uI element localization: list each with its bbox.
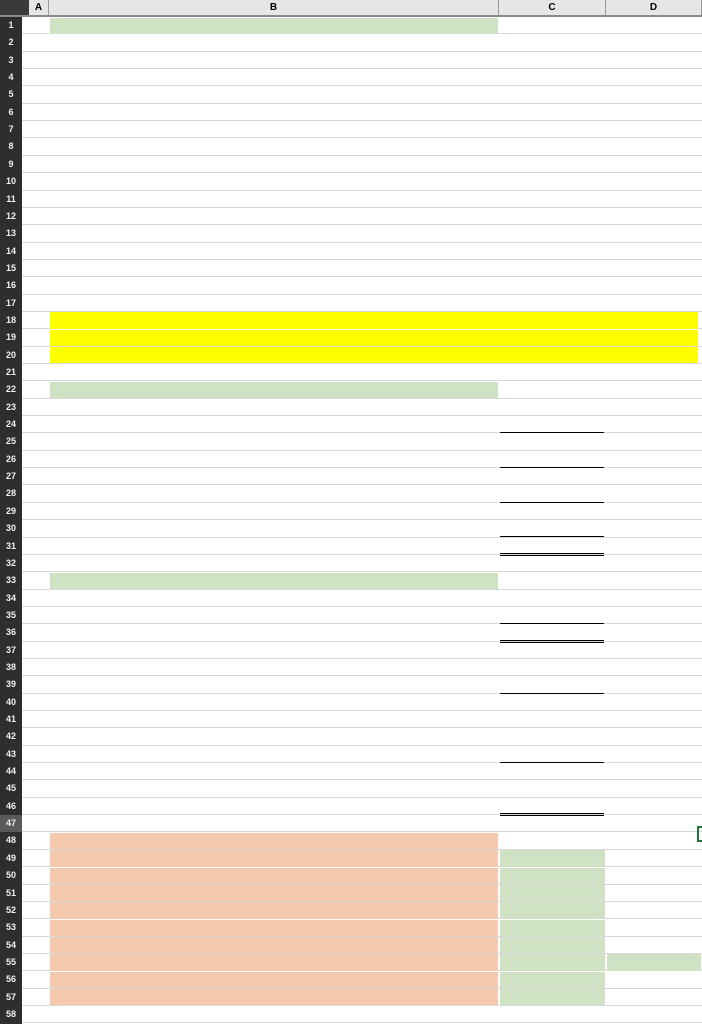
cell-fill bbox=[50, 989, 498, 1005]
double-underline bbox=[500, 798, 604, 816]
row-number[interactable]: 50 bbox=[5, 870, 16, 881]
row-number[interactable]: 39 bbox=[5, 679, 16, 690]
grid-line bbox=[22, 727, 702, 728]
row-number[interactable]: 29 bbox=[5, 505, 16, 516]
input-cell-fill bbox=[500, 954, 605, 970]
grid-line bbox=[22, 68, 702, 69]
row-number[interactable]: 57 bbox=[5, 991, 16, 1002]
select-all-corner[interactable] bbox=[0, 0, 29, 15]
row-number[interactable]: 16 bbox=[5, 280, 16, 291]
cell-fill bbox=[50, 347, 698, 363]
row-number[interactable]: 22 bbox=[5, 384, 16, 395]
row-number[interactable]: 48 bbox=[5, 835, 16, 846]
cell-fill bbox=[50, 573, 498, 589]
active-cell-selection bbox=[697, 826, 702, 842]
column-header-b[interactable]: B bbox=[49, 0, 499, 15]
row-number[interactable]: 43 bbox=[5, 748, 16, 759]
row-number[interactable]: 27 bbox=[5, 471, 16, 482]
cell-fill bbox=[50, 902, 498, 918]
row-number[interactable]: 38 bbox=[5, 661, 16, 672]
grid-line bbox=[22, 190, 702, 191]
row-number[interactable]: 24 bbox=[5, 419, 16, 430]
cell-fill bbox=[50, 18, 498, 34]
grid-line bbox=[22, 207, 702, 208]
row-number[interactable]: 31 bbox=[5, 540, 16, 551]
row-number[interactable]: 25 bbox=[5, 436, 16, 447]
row-number[interactable]: 42 bbox=[5, 731, 16, 742]
grid-line bbox=[22, 658, 702, 659]
row-number[interactable]: 35 bbox=[5, 609, 16, 620]
row-number[interactable]: 19 bbox=[5, 332, 16, 343]
single-underline bbox=[500, 485, 604, 502]
grid-line bbox=[22, 85, 702, 86]
row-number[interactable]: 6 bbox=[8, 106, 14, 117]
row-number[interactable]: 54 bbox=[5, 939, 16, 950]
single-underline bbox=[500, 607, 604, 624]
row-number[interactable]: 14 bbox=[5, 245, 16, 256]
row-number[interactable]: 8 bbox=[8, 141, 14, 152]
cell-fill bbox=[50, 382, 498, 398]
cell-fill bbox=[50, 885, 498, 901]
grid-line bbox=[22, 120, 702, 121]
input-cell-fill bbox=[500, 972, 605, 988]
row-number[interactable]: 28 bbox=[5, 488, 16, 499]
grid-line bbox=[22, 294, 702, 295]
single-underline bbox=[500, 416, 604, 433]
cell-fill bbox=[50, 330, 698, 346]
cell-fill bbox=[50, 920, 498, 936]
row-number[interactable]: 26 bbox=[5, 453, 16, 464]
double-underline bbox=[500, 624, 604, 642]
row-number[interactable]: 45 bbox=[5, 783, 16, 794]
grid-line bbox=[22, 242, 702, 243]
row-number[interactable]: 7 bbox=[8, 124, 14, 135]
input-cell-fill bbox=[500, 868, 605, 884]
row-number[interactable]: 55 bbox=[5, 956, 16, 967]
row-number[interactable]: 17 bbox=[5, 297, 16, 308]
row-number[interactable]: 1 bbox=[8, 20, 14, 30]
row-number[interactable]: 15 bbox=[5, 262, 16, 273]
row-number[interactable]: 44 bbox=[5, 766, 16, 777]
single-underline bbox=[500, 520, 604, 537]
input-cell-fill bbox=[500, 902, 605, 918]
input-cell-fill bbox=[500, 920, 605, 936]
grid-line bbox=[22, 259, 702, 260]
row-number[interactable]: 9 bbox=[8, 158, 14, 169]
grid-line bbox=[22, 137, 702, 138]
grid-line bbox=[22, 103, 702, 104]
grid-line bbox=[22, 155, 702, 156]
cell-fill bbox=[50, 937, 498, 953]
row-number[interactable]: 46 bbox=[5, 800, 16, 811]
row-number[interactable]: 49 bbox=[5, 852, 16, 863]
row-number[interactable]: 52 bbox=[5, 904, 16, 915]
single-underline bbox=[500, 746, 604, 763]
single-underline bbox=[500, 676, 604, 693]
input-cell-fill bbox=[500, 989, 605, 1005]
row-number-gutter bbox=[0, 17, 22, 1024]
row-number[interactable]: 34 bbox=[5, 592, 16, 603]
row-number[interactable]: 4 bbox=[8, 72, 14, 83]
row-number[interactable]: 23 bbox=[5, 401, 16, 412]
grid-line bbox=[22, 172, 702, 173]
row-number[interactable]: 11 bbox=[6, 193, 16, 204]
unit-cell-fill bbox=[607, 954, 701, 970]
row-number[interactable]: 47 bbox=[0, 815, 22, 832]
row-number[interactable]: 20 bbox=[5, 349, 16, 360]
row-number[interactable]: 21 bbox=[5, 367, 16, 377]
grid-line bbox=[22, 710, 702, 711]
cell-fill bbox=[50, 954, 498, 970]
row-number[interactable]: 58 bbox=[5, 1008, 16, 1019]
input-cell-fill bbox=[500, 885, 605, 901]
row-number[interactable]: 3 bbox=[8, 54, 14, 65]
cell-fill bbox=[50, 833, 498, 849]
grid-line bbox=[22, 276, 702, 277]
grid-line bbox=[22, 779, 702, 780]
row-number[interactable]: 40 bbox=[5, 696, 16, 707]
row-number[interactable]: 2 bbox=[8, 37, 14, 48]
column-header-d[interactable]: D bbox=[606, 0, 702, 15]
row-number[interactable]: 33 bbox=[5, 575, 16, 586]
cell-fill bbox=[50, 972, 498, 988]
double-underline bbox=[500, 538, 604, 556]
column-header-c[interactable]: C bbox=[499, 0, 606, 15]
single-underline bbox=[500, 451, 604, 468]
row-number[interactable]: 36 bbox=[5, 627, 16, 638]
row-number[interactable]: 30 bbox=[5, 523, 16, 534]
row-number[interactable]: 37 bbox=[5, 644, 16, 655]
row-number[interactable]: 13 bbox=[5, 228, 16, 239]
row-number[interactable]: 10 bbox=[5, 176, 16, 187]
input-cell-fill bbox=[500, 850, 605, 866]
row-number[interactable]: 5 bbox=[8, 89, 14, 100]
cell-fill bbox=[50, 868, 498, 884]
cell-fill bbox=[50, 850, 498, 866]
row-number[interactable]: 12 bbox=[5, 210, 16, 221]
row-number[interactable]: 53 bbox=[5, 922, 16, 933]
grid-line bbox=[22, 51, 702, 52]
row-number[interactable]: 51 bbox=[5, 887, 16, 898]
row-number[interactable]: 32 bbox=[5, 557, 16, 568]
column-header-a[interactable]: A bbox=[29, 0, 49, 15]
grid-line bbox=[22, 1022, 702, 1023]
row-number[interactable]: 41 bbox=[5, 714, 16, 724]
row-number[interactable]: 18 bbox=[5, 314, 16, 325]
cell-fill bbox=[50, 312, 698, 328]
input-cell-fill bbox=[500, 937, 605, 953]
grid-line bbox=[22, 224, 702, 225]
row-number[interactable]: 56 bbox=[5, 974, 16, 985]
